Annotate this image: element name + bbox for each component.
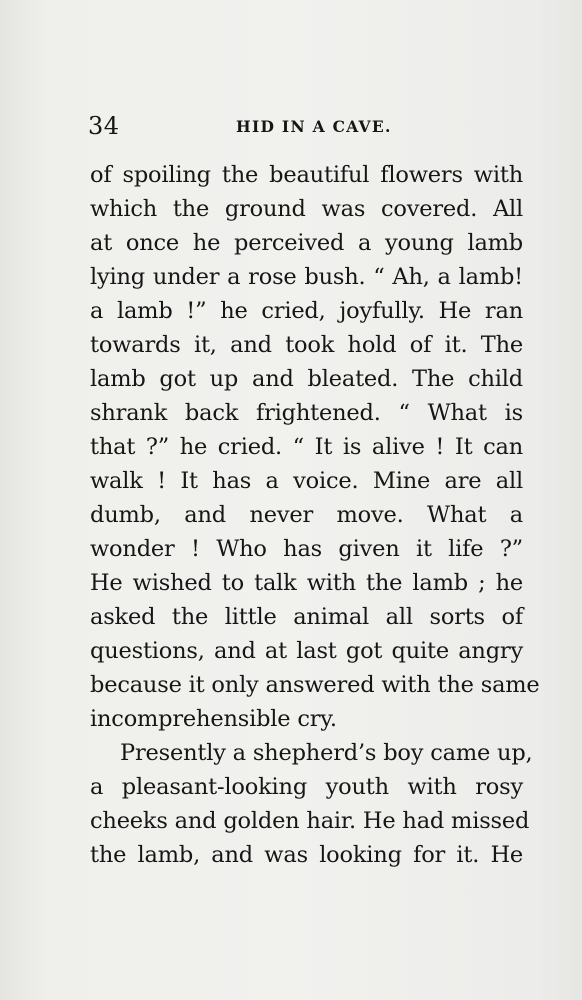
text-line: towards it, and took hold of it. The <box>90 332 523 358</box>
text-line: because it only answered with the same <box>90 672 540 698</box>
text-line: lamb got up and bleated. The child <box>90 366 523 392</box>
text-line: questions, and at last got quite angry <box>90 638 523 664</box>
text-line: walk ! It has a voice. Mine are all <box>90 468 523 494</box>
paragraph <box>90 158 540 736</box>
text-line: at once he perceived a young lamb <box>90 230 523 256</box>
text-line: incomprehensible cry. <box>90 706 337 732</box>
paragraph <box>90 736 533 872</box>
text-line: that ?” he cried. “ It is alive ! It can <box>90 434 523 460</box>
text-line: asked the little animal all sorts of <box>90 604 523 630</box>
text-line: a pleasant-looking youth with rosy <box>90 774 523 800</box>
text-line: shrank back frightened. “ What is <box>90 400 523 426</box>
running-title: HID IN A CAVE. <box>236 117 392 136</box>
text-line: of spoiling the beautiful flowers with <box>90 162 523 188</box>
text-line: the lamb, and was looking for it. He <box>90 842 523 868</box>
text-line: wonder ! Who has given it life ?” <box>90 536 523 562</box>
text-line: Presently a shepherd’s boy came up, <box>120 740 533 766</box>
body-text <box>90 158 540 872</box>
text-line: which the ground was covered. All <box>90 196 523 222</box>
text-line: a lamb !” he cried, joyfully. He ran <box>90 298 523 324</box>
text-line: dumb, and never move. What a <box>90 502 523 528</box>
text-line: He wished to talk with the lamb ; he <box>90 570 523 596</box>
running-header <box>88 109 528 143</box>
text-line: cheeks and golden hair. He had missed <box>90 808 530 834</box>
text-line: lying under a rose bush. “ Ah, a lamb! <box>90 264 523 290</box>
page-number: 34 <box>88 112 120 140</box>
